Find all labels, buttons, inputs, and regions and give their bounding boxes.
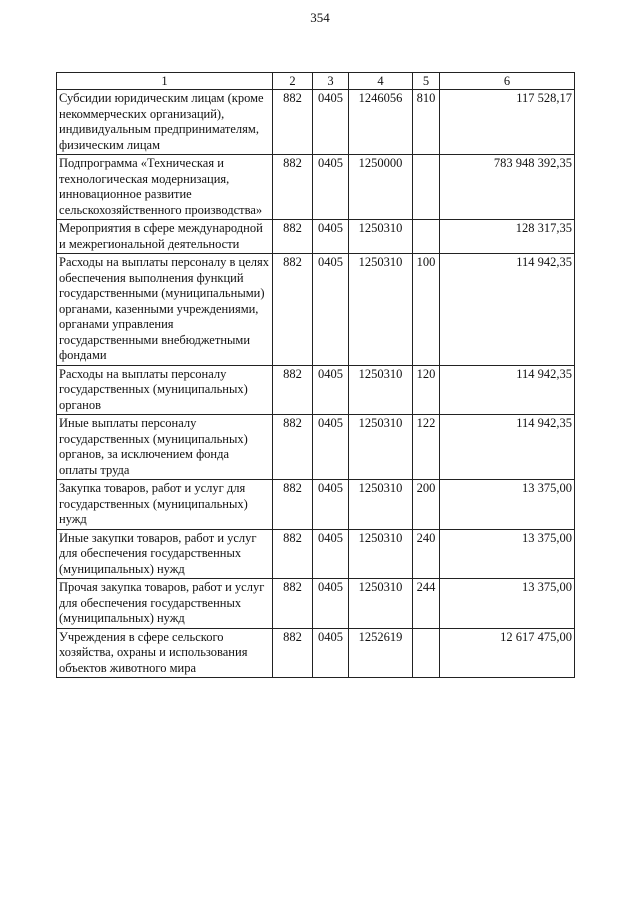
row-gr-cell: 882	[273, 529, 313, 579]
row-gr-cell: 882	[273, 480, 313, 530]
row-gr-cell: 882	[273, 90, 313, 155]
table-row	[57, 628, 575, 678]
row-target-cell: 1250310	[349, 579, 413, 629]
table-row	[57, 415, 575, 480]
table-row	[57, 155, 575, 220]
header-cell-3: 3	[313, 73, 349, 90]
row-section-cell: 0405	[313, 254, 349, 366]
row-gr-cell: 882	[273, 579, 313, 629]
row-section-cell: 0405	[313, 365, 349, 415]
row-section-cell: 0405	[313, 480, 349, 530]
row-gr-cell: 882	[273, 155, 313, 220]
row-name-cell: Закупка товаров, работ и услуг для государственных (муниципальных) нужд	[57, 480, 273, 530]
row-target-cell: 1246056	[349, 90, 413, 155]
table-row	[57, 254, 575, 366]
row-amount-cell: 114 942,35	[440, 254, 575, 366]
row-name-cell: Учреждения в сфере сельского хозяйства, охраны и использования объектов животного мира	[57, 628, 273, 678]
header-cell-2: 2	[273, 73, 313, 90]
row-expense-type-cell: 120	[413, 365, 440, 415]
budget-table	[56, 72, 575, 678]
table-row	[57, 579, 575, 629]
row-amount-cell: 117 528,17	[440, 90, 575, 155]
row-gr-cell: 882	[273, 628, 313, 678]
row-gr-cell: 882	[273, 254, 313, 366]
row-amount-cell: 13 375,00	[440, 480, 575, 530]
row-gr-cell: 882	[273, 365, 313, 415]
row-name-cell: Прочая закупка товаров, работ и услуг для обеспечения государственных (муниципальных) нужд	[57, 579, 273, 629]
row-target-cell: 1250310	[349, 365, 413, 415]
row-expense-type-cell	[413, 155, 440, 220]
row-section-cell: 0405	[313, 579, 349, 629]
row-target-cell: 1250310	[349, 480, 413, 530]
table-row	[57, 480, 575, 530]
row-amount-cell: 13 375,00	[440, 579, 575, 629]
row-section-cell: 0405	[313, 529, 349, 579]
row-expense-type-cell: 122	[413, 415, 440, 480]
row-name-cell: Расходы на выплаты персоналу в целях обеспечения выполнения функций государственными (муниципальными) органами, казенными учреждениями, органами управления государственными внебюджетными фондами	[57, 254, 273, 366]
header-cell-4: 4	[349, 73, 413, 90]
page-number: 354	[310, 10, 330, 25]
row-expense-type-cell: 200	[413, 480, 440, 530]
row-section-cell: 0405	[313, 220, 349, 254]
header-row	[57, 73, 575, 90]
table-row	[57, 365, 575, 415]
row-gr-cell: 882	[273, 220, 313, 254]
row-expense-type-cell: 244	[413, 579, 440, 629]
row-target-cell: 1250000	[349, 155, 413, 220]
row-name-cell: Иные закупки товаров, работ и услуг для обеспечения государственных (муниципальных) нужд	[57, 529, 273, 579]
row-target-cell: 1250310	[349, 254, 413, 366]
row-target-cell: 1250310	[349, 220, 413, 254]
row-target-cell: 1250310	[349, 415, 413, 480]
row-amount-cell: 783 948 392,35	[440, 155, 575, 220]
row-expense-type-cell: 240	[413, 529, 440, 579]
row-expense-type-cell: 100	[413, 254, 440, 366]
row-target-cell: 1252619	[349, 628, 413, 678]
row-amount-cell: 128 317,35	[440, 220, 575, 254]
row-name-cell: Подпрограмма «Техническая и технологическая модернизация, инновационное развитие сельскохозяйственного производства»	[57, 155, 273, 220]
header-cell-5: 5	[413, 73, 440, 90]
header-cell-1: 1	[57, 73, 273, 90]
row-expense-type-cell	[413, 628, 440, 678]
table-row	[57, 90, 575, 155]
header-cell-6: 6	[440, 73, 575, 90]
row-amount-cell: 13 375,00	[440, 529, 575, 579]
row-expense-type-cell	[413, 220, 440, 254]
row-expense-type-cell: 810	[413, 90, 440, 155]
row-section-cell: 0405	[313, 90, 349, 155]
row-name-cell: Иные выплаты персоналу государственных (муниципальных) органов, за исключением фонда оплаты труда	[57, 415, 273, 480]
row-amount-cell: 12 617 475,00	[440, 628, 575, 678]
row-target-cell: 1250310	[349, 529, 413, 579]
row-amount-cell: 114 942,35	[440, 365, 575, 415]
table-row	[57, 529, 575, 579]
row-section-cell: 0405	[313, 628, 349, 678]
row-section-cell: 0405	[313, 415, 349, 480]
table-row	[57, 220, 575, 254]
row-name-cell: Расходы на выплаты персоналу государственных (муниципальных) органов	[57, 365, 273, 415]
row-gr-cell: 882	[273, 415, 313, 480]
row-amount-cell: 114 942,35	[440, 415, 575, 480]
row-section-cell: 0405	[313, 155, 349, 220]
row-name-cell: Мероприятия в сфере международной и межрегиональной деятельности	[57, 220, 273, 254]
row-name-cell: Субсидии юридическим лицам (кроме некоммерческих организаций), индивидуальным предпринимателям, физическим лицам	[57, 90, 273, 155]
